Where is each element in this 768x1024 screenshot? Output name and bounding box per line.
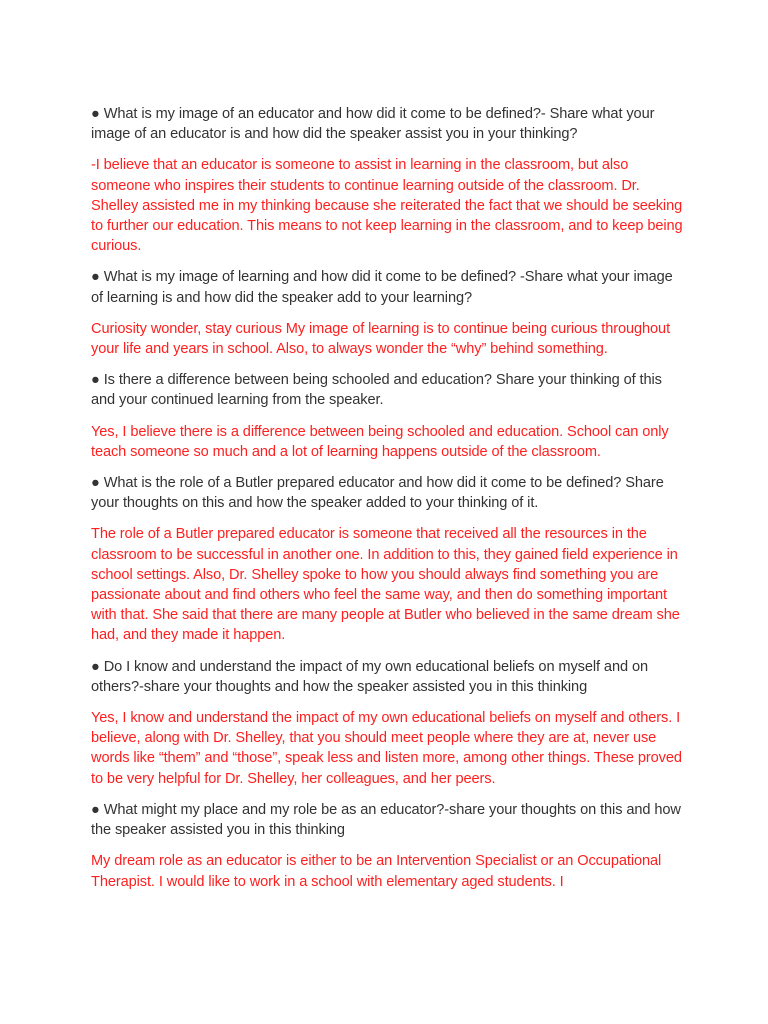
answer-3: Yes, I believe there is a difference between being schooled and education. School can only teach someone so much and a lot of learning happens outside of the classroom.	[91, 423, 669, 460]
bullet-icon: ●	[91, 106, 100, 122]
bullet-icon: ●	[91, 658, 100, 675]
bullet-icon: ●	[91, 475, 100, 492]
answer-6: My dream role as an educator is either to be an Intervention Specialist or an Occupational Therapist. I would like to work in a school with elementary aged students. I	[91, 853, 662, 890]
question-5	[91, 657, 685, 697]
question-text: What is my image of learning and how did it come to be defined? -Share what your image of learning is and how did the speaker add to your learning?	[91, 269, 673, 306]
answer-2: Curiosity wonder, stay curious My image of learning is to continue being curious throughout your life and years in school. Also, to always wonder the “why” behind something.	[91, 320, 671, 358]
question-3	[91, 370, 685, 410]
document-page	[91, 104, 685, 903]
bullet-icon: ●	[91, 269, 100, 286]
question-1	[91, 104, 685, 144]
bullet-icon: ●	[91, 801, 100, 818]
question-text: Do I know and understand the impact of my own educational beliefs on myself and on others?-share your thoughts and how the speaker assisted you in this thinking	[91, 658, 648, 695]
question-4	[91, 473, 685, 513]
question-text: Is there a difference between being schooled and education? Share your thinking of this and your continued learning from the speaker.	[91, 372, 662, 409]
question-2	[91, 267, 685, 307]
bullet-icon: ●	[91, 372, 100, 389]
question-text: What might my place and my role be as an educator?-share your thoughts on this and how the speaker assisted you in this thinking	[91, 801, 681, 839]
question-text: What is the role of a Butler prepared educator and how did it come to be defined? Share your thoughts on this and how the speaker added to your thinking of it.	[91, 475, 664, 512]
answer-1: -I believe that an educator is someone to assist in learning in the classroom, but also someone who inspires their students to continue learning outside of the classroom. Dr. Shelley assisted me in my thinking because she reiterated the fact that we should be seeking to further our education. This means to not keep learning in the classroom, and to keep being curious.	[91, 157, 683, 255]
answer-4: The role of a Butler prepared educator is someone that received all the resources in the classroom to be successful in another one. In addition to this, they gained field experience in school settings. Also, Dr. Shelley spoke to how you should always find something you are passionate about and find others who feel the same way, and then do something important with that. She said that there are many people at Butler who believed in the same dream she had, and they made it happen.	[91, 526, 680, 644]
question-text: What is my image of an educator and how did it come to be defined?- Share what your image of an educator is and how did the speaker assist you in your thinking?	[91, 106, 655, 143]
question-6	[91, 800, 685, 840]
answer-5: Yes, I know and understand the impact of my own educational beliefs on myself and others. I believe, along with Dr. Shelley, that you should meet people where they are at, never use words like “them” and “those”, speak less and listen more, among other things. These proved to be very helpful for Dr. Shelley, her colleagues, and her peers.	[91, 710, 682, 787]
